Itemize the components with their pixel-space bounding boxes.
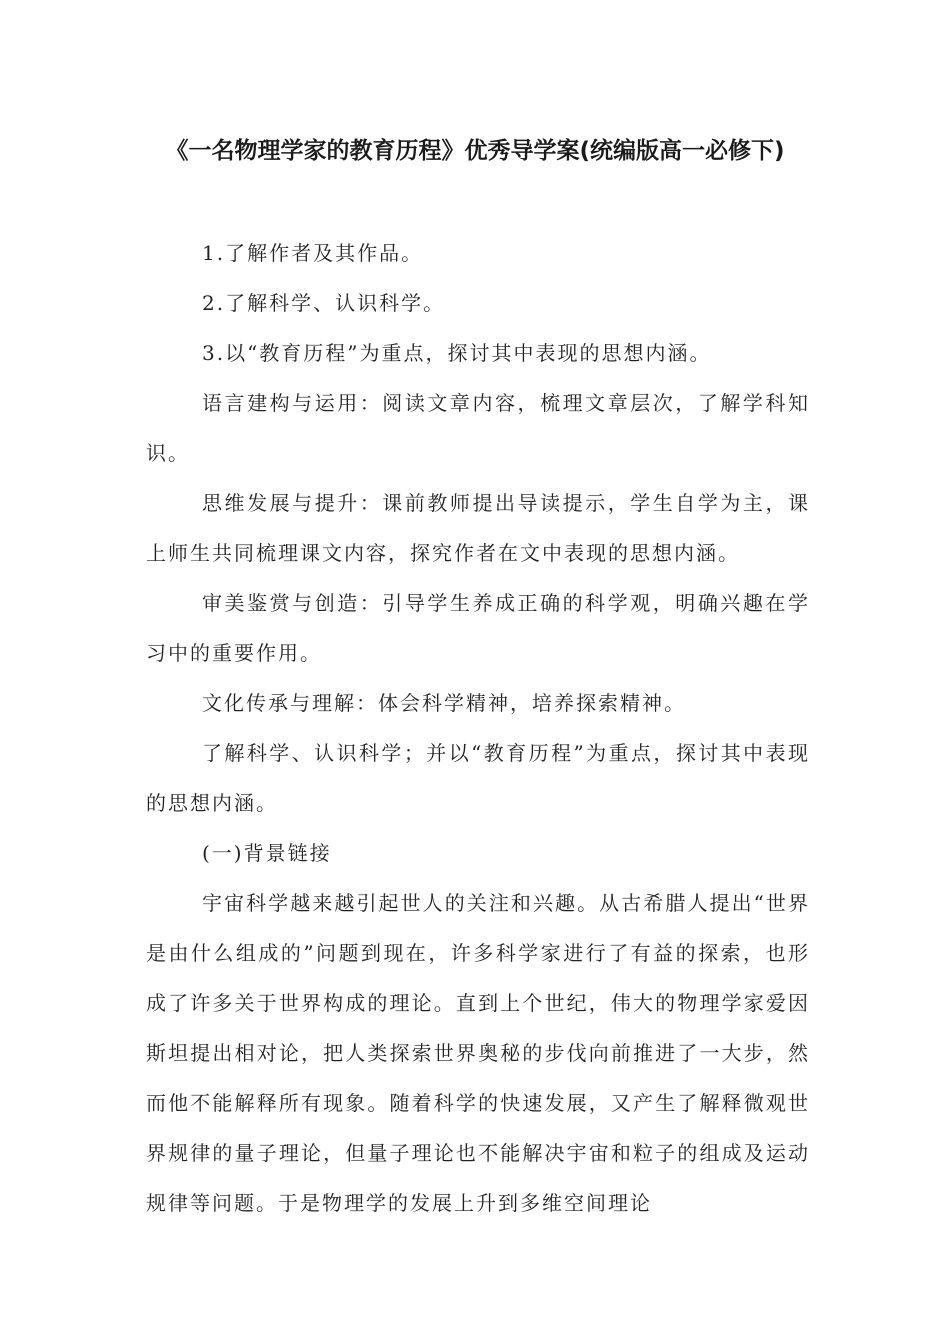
literacy-culture: 文化传承与理解：体会科学精神，培养探索精神。 — [202, 691, 686, 715]
literacy-aesthetics: 审美鉴赏与创造：引导学生养成正确的科学观，明确兴趣在学习中的重要作用。 — [146, 591, 810, 665]
objective-2: 2.了解科学、认识科学。 — [202, 291, 446, 315]
objective-3: 3.以“教育历程”为重点，探讨其中表现的思想内涵。 — [202, 341, 712, 365]
key-points: 了解科学、认识科学；并以“教育历程”为重点，探讨其中表现的思想内涵。 — [146, 741, 810, 815]
document-title: 《一名物理学家的教育历程》优秀导学案(统编版高一必修下) — [165, 138, 785, 164]
document-body — [146, 228, 810, 1228]
literacy-language: 语言建构与运用：阅读文章内容，梳理文章层次，了解学科知识。 — [146, 391, 810, 465]
section-heading-background: (一)背景链接 — [202, 841, 332, 865]
background-paragraph: 宇宙科学越来越引起世人的关注和兴趣。从古希腊人提出“世界是由什么组成的”问题到现在，许多科学家进行了有益的探索，也形成了许多关于世界构成的理论。直到上个世纪，伟大的物理学家爱因斯坦提出相对论，把人类探索世界奥秘的步伐向前推进了一大步，然而他不能解释所有现象。随着科学的快速发展，又产生了解释微观世界规律的量子理论，但量子理论也不能解决宇宙和粒子的组成及运动规律等问题。于是物理学的发展上升到多维空间理论 — [146, 891, 810, 1215]
literacy-thinking: 思维发展与提升：课前教师提出导读提示，学生自学为主，课上师生共同梳理课文内容，探究作者在文中表现的思想内涵。 — [146, 491, 810, 565]
objective-1: 1.了解作者及其作品。 — [202, 241, 424, 265]
